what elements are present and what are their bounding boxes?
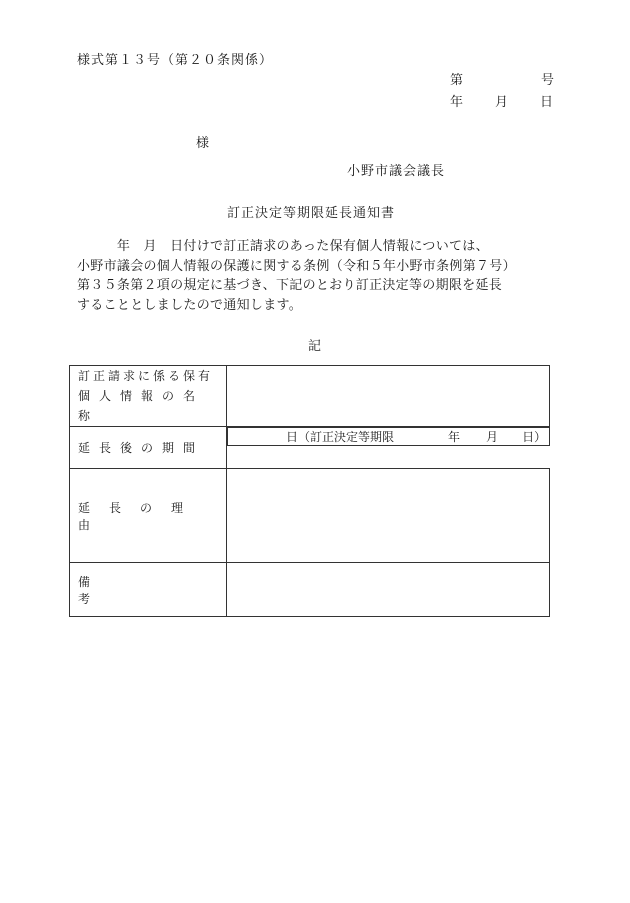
label-line: 個人情報の名称: [78, 389, 205, 423]
body-line-2: 小野市議会の個人情報の保護に関する条例（令和５年小野市条例第７号）: [77, 258, 516, 274]
label-reason: [70, 469, 227, 563]
period-day: 日: [286, 430, 299, 444]
period-close: 日）: [522, 430, 547, 444]
details-table: [69, 365, 550, 617]
document-title: 訂正決定等期限延長通知書: [227, 206, 396, 221]
label-info-name: [70, 366, 227, 427]
number-suffix: 号: [541, 73, 555, 88]
value-remarks[interactable]: [227, 563, 550, 617]
label-extended-period: [70, 427, 227, 469]
table-row: [70, 427, 550, 469]
document-number: [450, 69, 554, 88]
value-info-name[interactable]: [227, 366, 550, 427]
value-extended-period[interactable]: [227, 427, 550, 446]
body-line-3: 第３５条第２項の規定に基づき、下記のとおり訂正決定等の期限を延長: [77, 278, 503, 293]
label-spread: [78, 439, 220, 456]
date-year: 年: [450, 95, 464, 110]
label-text: 延長後の期間: [78, 441, 205, 455]
period-year: 年: [448, 430, 461, 444]
label-text: 延長の理由: [78, 500, 203, 532]
period-open: （訂正決定等期限: [298, 430, 395, 444]
table-row: [70, 563, 550, 617]
body-line-1: 年 月 日付けで訂正請求のあった保有個人情報については、: [77, 239, 489, 254]
number-prefix: 第: [450, 73, 464, 88]
addressee: 様: [196, 136, 210, 151]
table-row: [70, 469, 550, 563]
body-text: [77, 237, 551, 315]
label-text: 備考: [78, 574, 198, 606]
form-number: 様式第１３号（第２０条関係）: [77, 53, 274, 68]
sender: 小野市議会議長: [347, 164, 446, 179]
body-line-4: することとしましたので通知します。: [77, 297, 303, 313]
date-day: 日: [540, 95, 554, 110]
document-date: [450, 91, 553, 110]
table-row: [70, 366, 550, 427]
label-remarks: [70, 563, 227, 617]
date-month: 月: [495, 95, 509, 110]
label-line: 訂正請求に係る保有: [78, 369, 214, 383]
value-reason[interactable]: [227, 469, 550, 563]
period-month: 月: [486, 430, 499, 444]
ki-heading: 記: [308, 339, 322, 354]
